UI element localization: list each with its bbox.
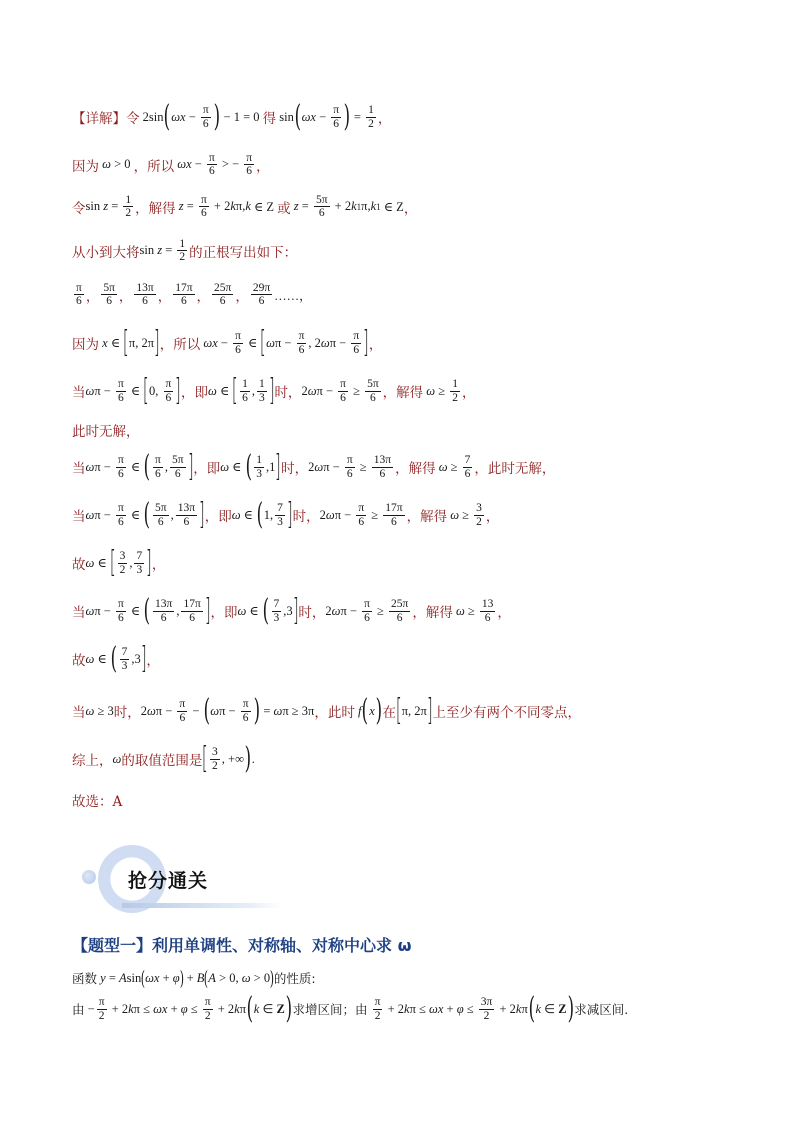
type-title: 【题型一】利用单调性、对称轴、对称中心求 ω (72, 936, 412, 955)
conclusion-1: 故 ω ∈ [ $\frac{3}{2}$ , $\frac{7}{3}$ ] ， (72, 545, 166, 580)
conclusion-2: 故 ω ∈ ( $\frac{7}{3}$ ,3 ] ， (72, 641, 160, 676)
function-properties: 函数 y = A sin ( ωx + φ ) + B ( A > 0, ω > 0 ) 的性质: (72, 966, 316, 990)
detail-line-2: 因为 ω > 0 ，所以 ωx − $\frac{\pi}{6}$ > − $\frac{\pi}{6}$ ， (72, 152, 270, 178)
detail-line-1: 【详解】 令 2sin ( ωx − $\frac{\pi}{6}$ ) − 1 = 0 得 sin ( ωx − $\frac{\pi}{6}$ ) = $\frac{1}{2}$ ， (72, 99, 392, 134)
banner-underline (122, 903, 282, 908)
case-1: 当 ω π − $\frac{\pi}{6}$ ∈ [ 0, $\frac{\pi}{6}$ ] ，即 ω ∈ [ $\frac{1}{6}$ , $\frac{1}{3}$ ] 时， 2 ω π − $\frac{\pi}{6}$ ≥ $\frac{5\pi}{6}$ ，解得 ω ≥ $\frac{1}{2}$ ， (72, 373, 476, 408)
case-5: 当 ω ≥ 3 时， 2 ω π − $\frac{\pi}{6}$ − ( ω π − $\frac{\pi}{6}$ ) = ω π ≥ 3π ，此时 f ( x ) 在 [ π, 2π ] 上至少有两个不同零点， (72, 693, 582, 728)
roots-line: $\frac{\pi}{6}$ ， $\frac{5\pi}{6}$ ， $\frac{13\pi}{6}$ ， $\frac{17\pi}{6}$ ， $\frac{25\pi}{6}$ ， $\frac{29\pi}{6}$ ……， (76, 282, 312, 308)
no-solution-1: 此时无解， (72, 424, 140, 440)
case-2: 当 ω π − $\frac{\pi}{6}$ ∈ ( $\frac{\pi}{6}$ , $\frac{5\pi}{6}$ ] ，即 ω ∈ ( $\frac{1}{3}$ ,1 ] 时， 2 ω π − $\frac{\pi}{6}$ ≥ $\frac{13\pi}{6}$ ，解得 ω ≥ $\frac{7}{6}$ ，此时无解， (72, 449, 556, 484)
detail-line-3: 令 sin z = $\frac{1}{2}$ ，解得 z = $\frac{\pi}{6}$ + 2 k π, k ∈ Z 或 z = $\frac{5\pi}{6}$ + 2 k 1 π, k 1 ∈ Z ， (72, 194, 418, 220)
section-banner (80, 845, 280, 913)
banner-dot-icon (82, 870, 96, 884)
answer: 故选：A (72, 794, 123, 810)
case-3: 当 ω π − $\frac{\pi}{6}$ ∈ ( $\frac{5\pi}{6}$ , $\frac{13\pi}{6}$ ] ，即 ω ∈ ( 1, $\frac{7}{3}$ ] 时， 2 ω π − $\frac{\pi}{6}$ ≥ $\frac{17\pi}{6}$ ，解得 ω ≥ $\frac{3}{2}$ ， (72, 497, 500, 532)
summary: 综上， ω 的取值范围是 [ $\frac{3}{2}$ , +∞ ) . (72, 741, 255, 776)
detail-line-4: 从小到大将 sin z = $\frac{1}{2}$ 的正根写出如下： (72, 238, 298, 264)
detail-tag: 【详解】 (72, 111, 126, 127)
detail-line-6: 因为 x ∈ [ π, 2π ] ，所以 ωx − $\frac{\pi}{6}$ ∈ [ ω π − $\frac{\pi}{6}$ , 2 ω π − $\frac{\pi}{6}$ ] ， (72, 325, 383, 360)
banner-title: 抢分通关 (128, 870, 209, 892)
monotonic-intervals: 由 − $\frac{\pi}{2}$ + 2 k π ≤ ωx + φ ≤ $\frac{\pi}{2}$ + 2 k π ( k ∈ Z ) 求增区间；由 $\frac{\pi}{2}$ + 2 k π ≤ ωx + φ ≤ $\frac{3\pi}{2}$ + 2 k π ( k ∈ Z ) 求减区间. (72, 991, 629, 1026)
case-4: 当 ω π − $\frac{\pi}{6}$ ∈ ( $\frac{13\pi}{6}$ , $\frac{17\pi}{6}$ ] ，即 ω ∈ ( $\frac{7}{3}$ ,3 ] 时， 2 ω π − $\frac{\pi}{6}$ ≥ $\frac{25\pi}{6}$ ，解得 ω ≥ $\frac{13}{6}$ ， (72, 593, 511, 628)
